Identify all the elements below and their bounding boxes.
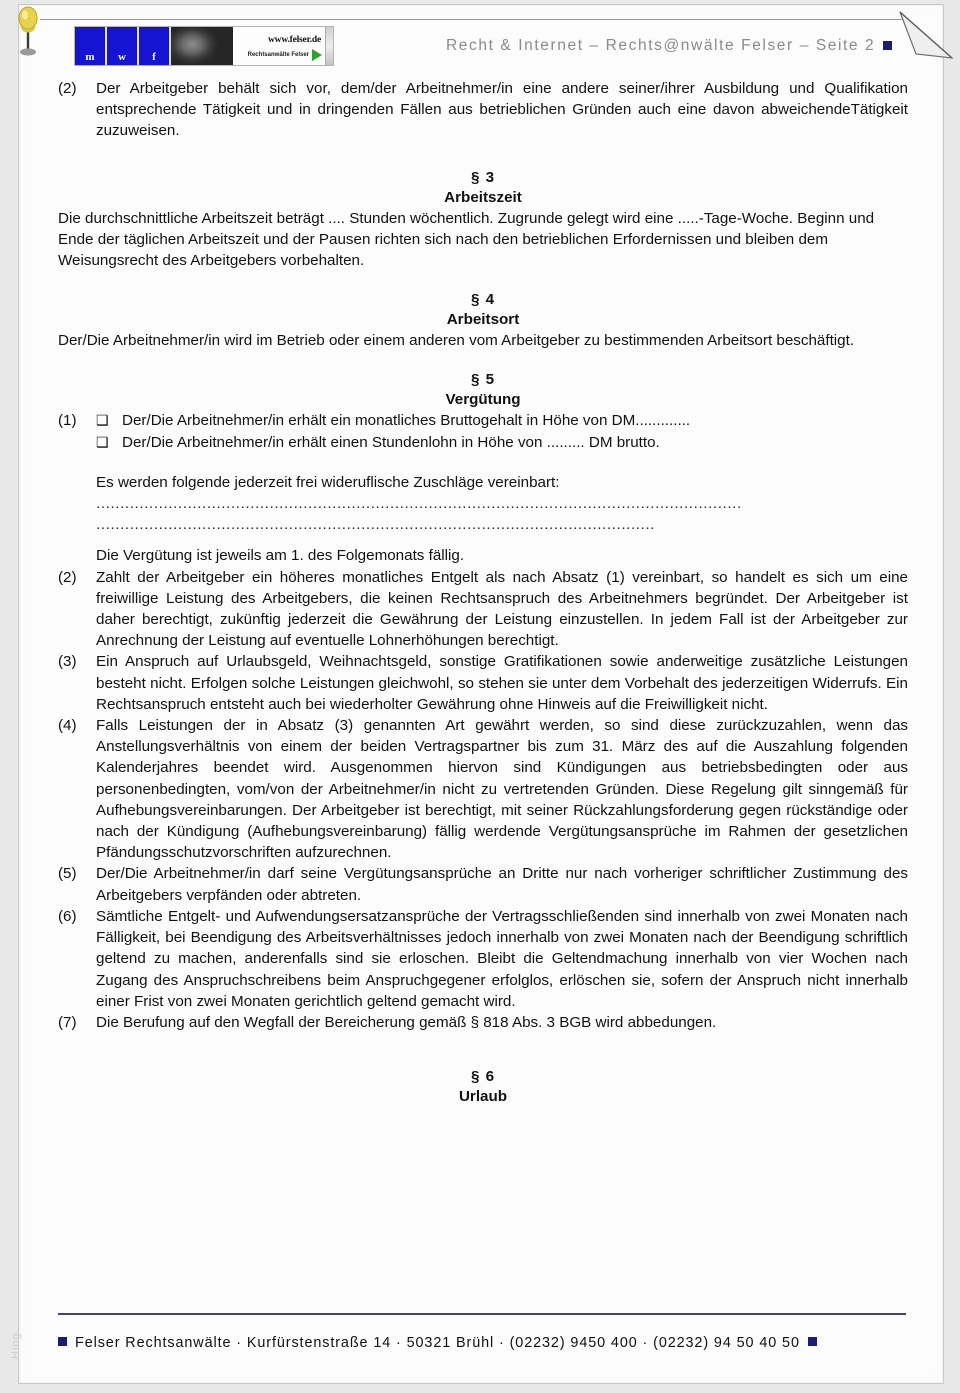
logo-face-photo	[171, 27, 233, 65]
section-5-paragraph-4-number: (4)	[58, 717, 77, 735]
paragraph-2-number: (2)	[58, 80, 77, 97]
section-6-number	[58, 1067, 908, 1087]
section-5-sign: § 5	[470, 371, 496, 389]
page-header	[40, 22, 920, 70]
logo-scrollbar	[325, 27, 333, 65]
page-footer	[58, 1335, 918, 1351]
footer-square-left-icon	[58, 1337, 67, 1346]
section-5-paragraph-1-option-2	[58, 432, 908, 453]
section-4-text: Der/Die Arbeitnehmer/in wird im Betrieb oder einem anderen vom Arbeitgeber zu bestimmenden Arbeitsort beschäftigt.	[58, 332, 855, 350]
section-4-number	[58, 290, 908, 310]
pushpin-icon	[10, 6, 46, 58]
header-square-icon	[883, 41, 892, 50]
logo-url-text: www.felser.de	[268, 34, 321, 45]
section-4-sign: § 4	[470, 291, 496, 309]
section-5-paragraph-7-number: (7)	[58, 1013, 77, 1031]
section-5-paragraph-2-number: (2)	[58, 568, 77, 586]
section-5-option-2-text: Der/Die Arbeitnehmer/in erhält einen Stundenlohn in Höhe von ......... DM brutto.	[122, 433, 660, 451]
section-3-text: Die durchschnittliche Arbeitszeit beträgt .... Stunden wöchentlich. Zugrunde gelegt wird eine .....-Tage-Woche. Beginn und Ende der täglichen Arbeitszeit und der Pausen richten sich nach den betrieblichen Erfordernissen und bleiben dem Weisungsrecht des Arbeitgebers vorbehalten.	[58, 209, 875, 270]
section-4-title: Arbeitsort	[446, 311, 520, 329]
section-5-number	[58, 370, 908, 390]
fill-in-line-2[interactable]: ....................................................................................................................	[96, 516, 656, 534]
section-5-paragraph-3-text: Ein Anspruch auf Urlaubsgeld, Weihnachtsgeld, sonstige Gratifikationen sowie anderweitige zusätzliche Leistungen besteht nicht. Erfolgen solche Leistungen gleichwohl, so stehen sie unter dem Vorbehalt des jederzeitigen Widerrufs. Ein Rechtsanspruch entsteht auch bei wiederholter Gewährung ohne Hinweis auf die Freiwilligkeit nicht.	[96, 653, 908, 713]
section-6-sign: § 6	[470, 1068, 496, 1086]
spacer	[58, 535, 908, 545]
watermark-text: Hiog	[10, 1332, 22, 1359]
section-3-title: Arbeitszeit	[444, 188, 522, 206]
section-5-paragraph-4-text: Falls Leistungen der in Absatz (3) genannten Art gewährt werden, so sind diese zurückzuzahlen, wenn das Anstellungsverhältnis von einem der beiden Vertragspartner bis zum 31. März des auf die Auszahlung folgenden Kalenderjahres beendet wird. Ausgenommen hiervon sind Kündigungen aus betriebsbedingten oder aus personenbedingten, vom/von der Arbeitnehmer/in nicht zu vertretenden Gründen. Diese Regelung gilt sinngemäß für Aufhebungsvereinbarungen. Der Arbeitgeber ist berechtigt, mit seiner Rückzahlungsforderung gegen rückständige oder nach der Kündigung (Aufhebungsvereinbarung) fällig werdende Vergütungsansprüche im Rahmen der gesetzlichen Pfändungsschutzvorschriften aufzurechnen.	[96, 717, 908, 862]
section-3-number	[58, 168, 908, 188]
section-5-paragraph-6-number: (6)	[58, 907, 77, 925]
logo-url-panel	[233, 27, 325, 65]
spacer	[58, 1033, 908, 1067]
section-5-paragraph-6-text: Sämtliche Entgelt- und Aufwendungsersatzansprüche der Vertragsschließenden sind innerhalb von zwei Monaten nach Fälligkeit, bei Beendigung des Arbeitsverhältnisses jedoch innerhalb von zwei Monaten nach der Beendigung schriftlich geltend zu machen, anderenfalls sind sie erloschen. Bleibt die Geltendmachung innerhalb von vier Wochen nach Zugang des Anspruchschreibens beim Anspruchgegener erfolglos, erlöschen sie, sofern der Anspruch nicht innerhalb einer Frist von zwei Monaten gerichtlich geltend gemacht wird.	[96, 907, 908, 1010]
paragraph-2-text: Der Arbeitgeber behält sich vor, dem/der Arbeitnehmer/in eine andere seiner/ihrer Ausbildung und Qualifikation entsprechende Tätigkeit und in dringenden Fällen aus betrieblichen Gründen auch eine davon abweichendeTätigkeit zuzuweisen.	[96, 80, 908, 140]
spacer	[58, 142, 908, 168]
section-5-paragraph-5-text: Der/Die Arbeitnehmer/in darf seine Vergütungsansprüche an Dritte nur nach vorheriger schriftlicher Zustimmung des Arbeitgebers verpfänden oder abtreten.	[96, 865, 908, 904]
section-5-paragraph-4	[58, 715, 908, 863]
fill-in-line-1[interactable]: ......................................................................................................................................	[96, 495, 742, 513]
page-fold-corner-icon	[896, 8, 954, 62]
header-title-text: Recht & Internet – Rechts@nwälte Felser – Seite 2	[446, 37, 876, 54]
logo-letter-m: m	[85, 51, 95, 63]
logo-letter-f: f	[152, 51, 156, 63]
faelligkeit-text: Die Vergütung ist jeweils am 1. des Folgemonats fällig.	[96, 547, 465, 565]
section-5-paragraph-7-text: Die Berufung auf den Wegfall der Bereicherung gemäß § 818 Abs. 3 BGB wird abbedungen.	[96, 1013, 717, 1031]
section-5-paragraph-5	[58, 863, 908, 905]
section-3-sign: § 3	[470, 168, 496, 186]
section-5-paragraph-2-text: Zahlt der Arbeitgeber ein höheres monatliches Entgelt als nach Absatz (1) vereinbart, so handelt es sich um eine freiwillige Leistung des Arbeitgebers, die keinen Rechtsanspruch des Arbeitnehmers begründet. Der Arbeitgeber ist daher berechtigt, zukünftig jederzeit die Gewährung der Leistung einzustellen. In jedem Fall ist der Arbeitgeber zur Anrechnung der Leistung auf eventuelle Lohnerhöhungen berechtigt.	[96, 568, 908, 650]
footer-text: Felser Rechtsanwälte · Kurfürstenstraße 14 · 50321 Brühl · (02232) 9450 400 · (02232) 94 50 40 50	[75, 1335, 800, 1351]
footer-divider	[58, 1313, 906, 1315]
header-title	[446, 37, 892, 55]
spacer	[58, 453, 908, 472]
checkbox-icon[interactable]: ❑	[96, 412, 109, 429]
logo-firm-name: Rechtsanwälte Felser	[247, 51, 309, 58]
section-5-paragraph-3-number: (3)	[58, 653, 77, 671]
section-5-title: Vergütung	[445, 391, 521, 409]
logo-arrow-icon	[312, 49, 322, 61]
spacer	[58, 271, 908, 290]
section-5-paragraph-3	[58, 651, 908, 715]
paragraph-2	[58, 78, 908, 142]
checkbox-icon[interactable]: ❑	[96, 433, 109, 450]
section-5-paragraph-1-number: (1)	[58, 412, 77, 430]
logo-cell-f	[139, 27, 171, 65]
logo-letter-w: w	[118, 51, 126, 63]
section-5-paragraph-6	[58, 906, 908, 1012]
section-5-paragraph-7	[58, 1012, 908, 1033]
document-body	[58, 78, 908, 1107]
section-5-option-1-text: Der/Die Arbeitnehmer/in erhält ein monatliches Bruttogehalt in Höhe von DM.............	[122, 412, 691, 430]
header-divider	[40, 19, 902, 20]
logo-cell-w	[107, 27, 139, 65]
section-5-paragraph-5-number: (5)	[58, 865, 77, 883]
section-6-title: Urlaub	[458, 1088, 508, 1106]
section-5-paragraph-2	[58, 567, 908, 652]
logo-cell-m	[75, 27, 107, 65]
zuschlaege-intro: Es werden folgende jederzeit frei wideruflische Zuschläge vereinbart:	[96, 473, 560, 491]
section-5-paragraph-1-option-1	[58, 410, 908, 431]
felser-logo	[74, 26, 334, 66]
footer-square-right-icon	[808, 1337, 817, 1346]
spacer	[58, 351, 908, 370]
